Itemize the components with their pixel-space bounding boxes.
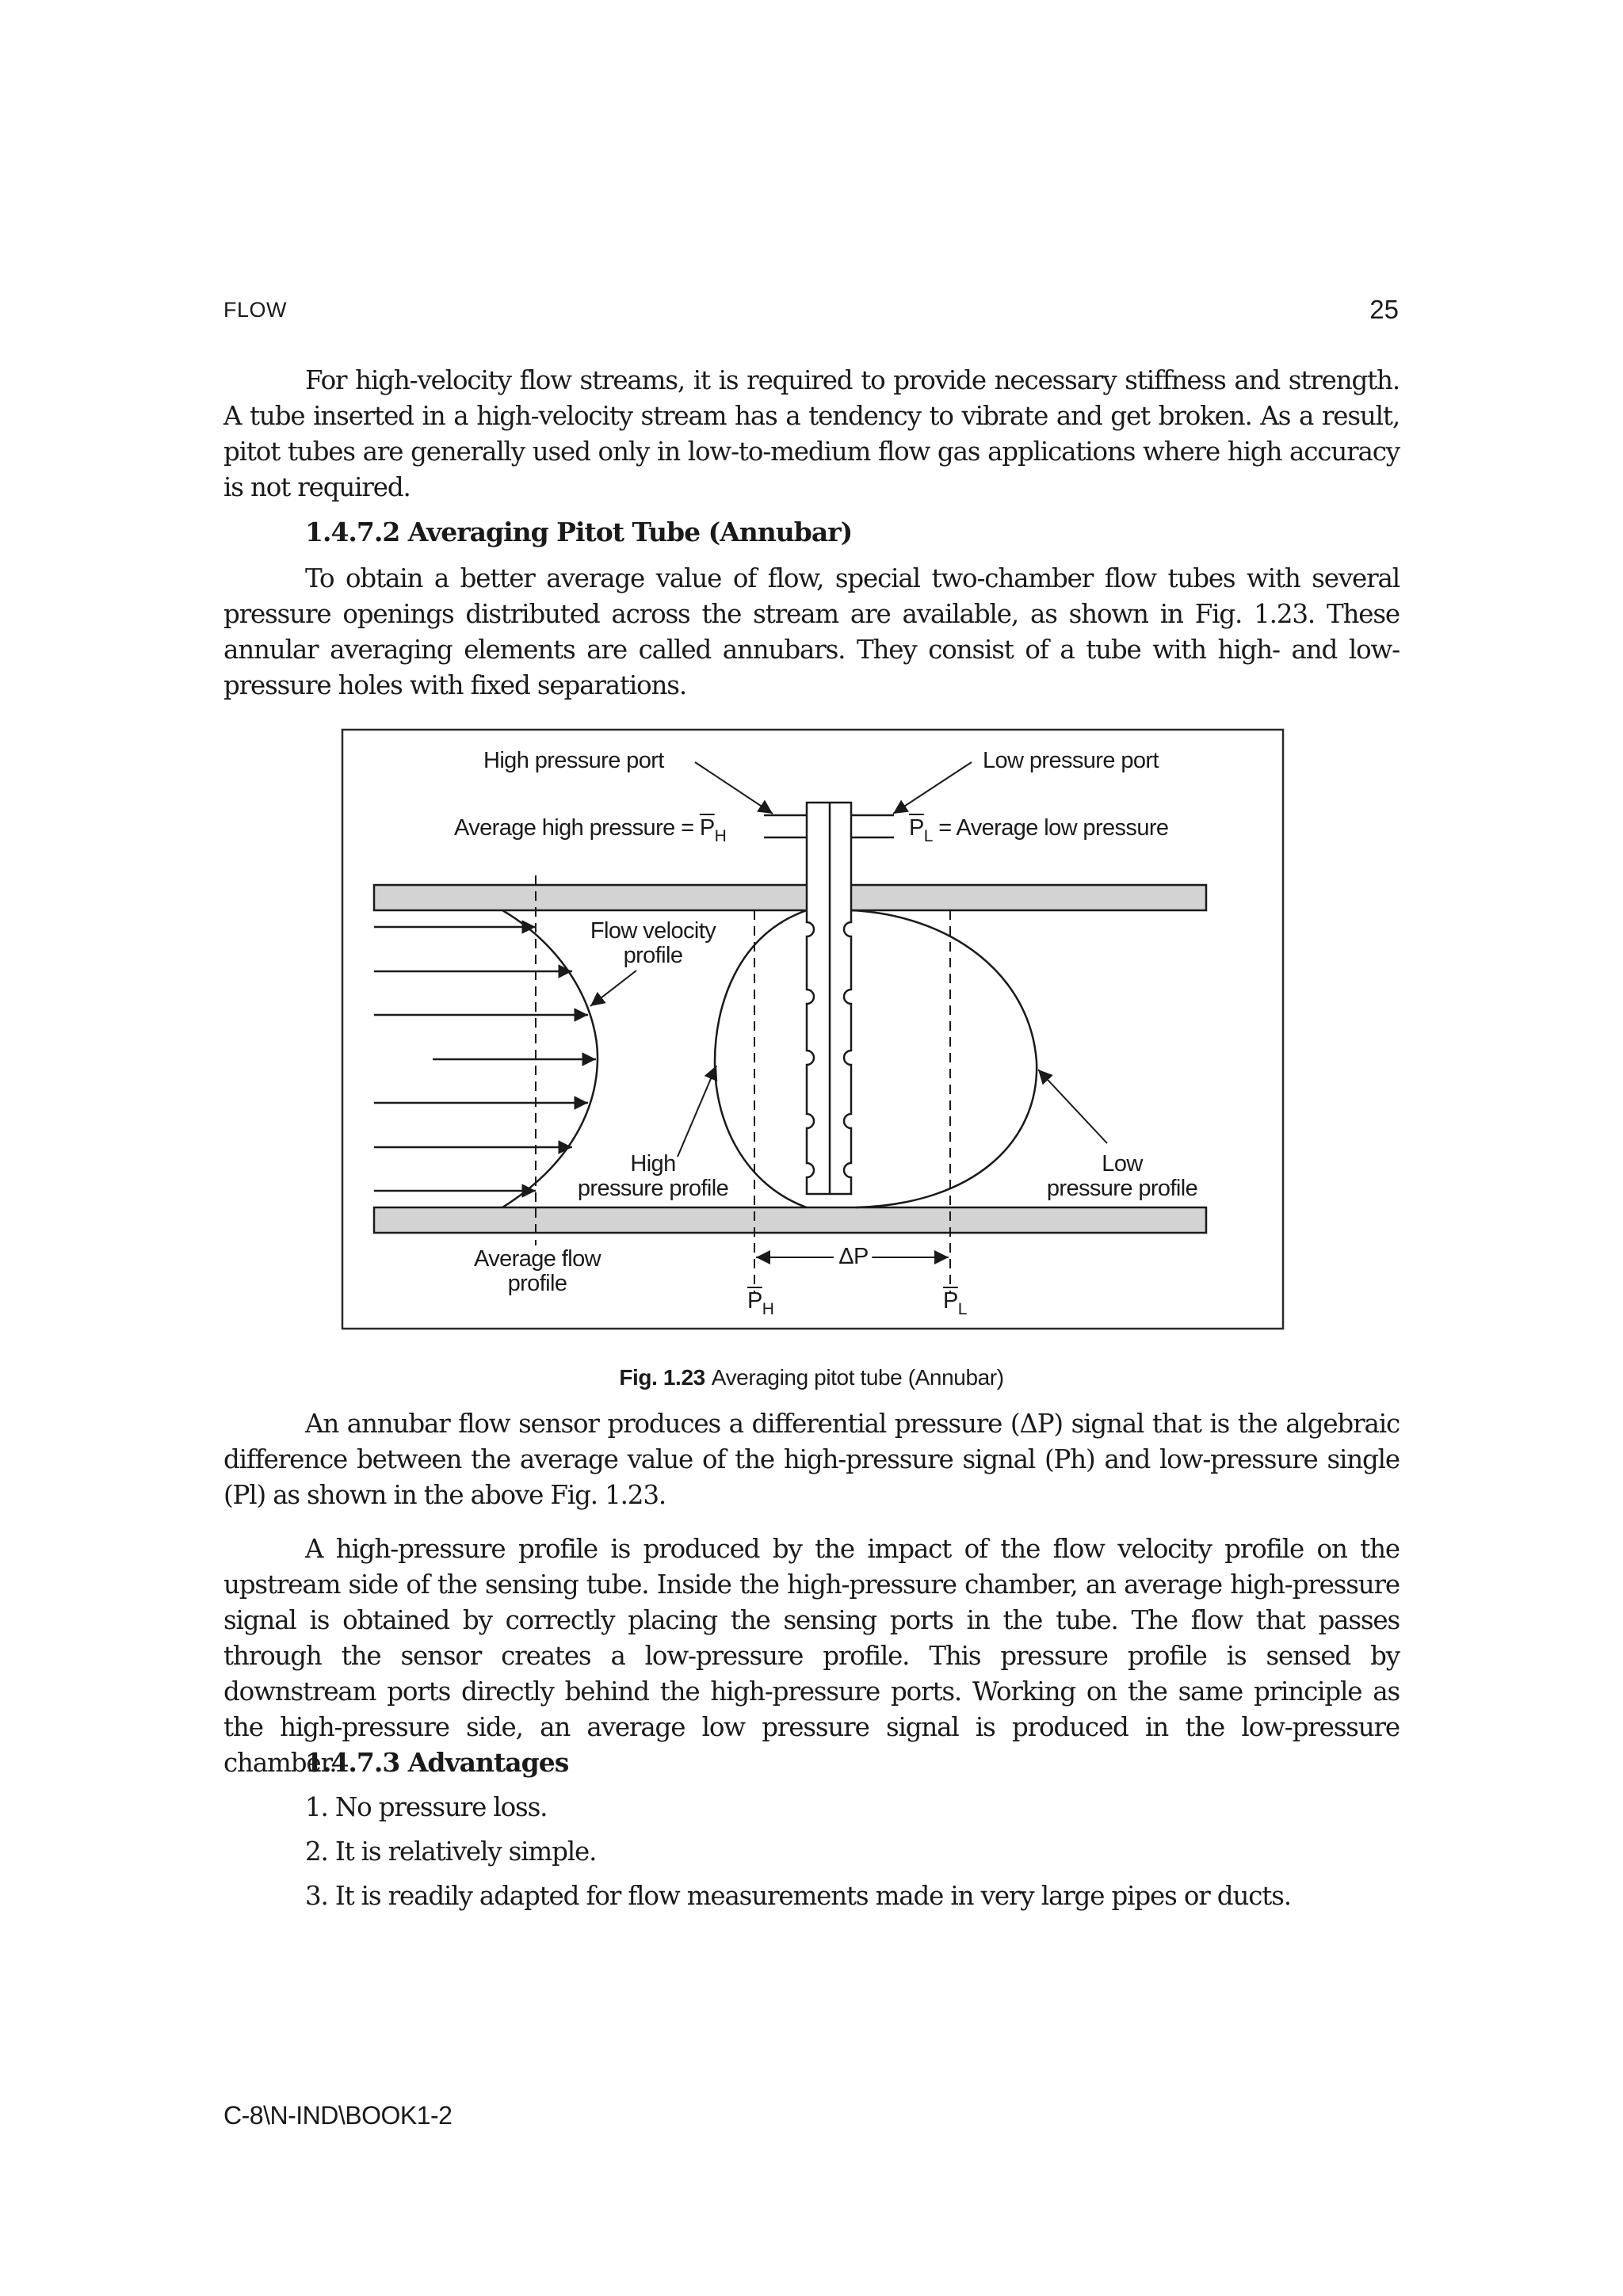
subscript-l: L <box>923 827 933 845</box>
label-line-1: High <box>630 1151 676 1177</box>
label-p-h-bar <box>747 1288 774 1318</box>
subscript-h: H <box>762 1300 774 1318</box>
paragraph-stiffness <box>223 363 1400 505</box>
flow-velocity-profile-curve <box>502 910 598 1207</box>
running-head: FLOW <box>223 298 287 322</box>
figure-frame <box>342 730 1283 1329</box>
label-line-2: pressure profile <box>1046 1176 1198 1201</box>
label-average-flow-profile <box>474 1247 601 1296</box>
label-high-pressure-profile <box>578 1152 728 1201</box>
label-high-pressure-port: High pressure port <box>483 748 664 773</box>
dashed-reference-lines <box>536 875 950 1293</box>
label-line-1: Average flow <box>474 1246 601 1272</box>
high-pressure-profile-curve <box>715 910 807 1207</box>
avg-high-text: Average high pressure = <box>454 815 700 841</box>
paragraph-pressure-profiles <box>223 1531 1400 1781</box>
avg-low-text: = Average low pressure <box>932 815 1169 841</box>
label-average-high-pressure <box>454 815 727 845</box>
label-line-1: Low <box>1102 1151 1143 1177</box>
paragraph-differential-pressure <box>223 1406 1400 1513</box>
paragraph-text: A high-pressure profile is produced by the impact of the flow velocity profile on the upstream side of the sensing tube. Inside the high-pressure chamber, an average high-pressure signal is obtained by correctly placing the sensing ports in the tube. The flow that passes through the sensor creates a low-pressure profile. This pressure profile is sensed by downstream ports directly behind the high-pressure ports. Working on the same principle as the high-pressure side, an average low pressure signal is produced in the low-pressure chamber. <box>223 1534 1400 1778</box>
subscript-h: H <box>714 827 727 845</box>
advantage-item: 3. It is readily adapted for flow measurements made in very large pipes or ducts. <box>305 1881 1291 1911</box>
p-bar-symbol: $\overline{P}$ <box>943 1288 958 1314</box>
sensing-tube <box>807 803 851 1194</box>
figure-caption <box>619 1365 1003 1390</box>
pipe-wall-top <box>374 885 1206 910</box>
section-heading-advantages: 1.4.7.3 Advantages <box>305 1747 569 1778</box>
label-low-pressure-profile <box>1047 1152 1197 1201</box>
paragraph-text: To obtain a better average value of flow, special two-chamber flow tubes with several pressure openings distributed across the stream are available, as shown in Fig. 1.23. These annular averaging elements are called annubars. They consist of a tube with high- and low-pressure holes with fixed separations. <box>223 563 1400 700</box>
leader-lines <box>590 762 1107 1157</box>
paragraph-text: An annubar flow sensor produces a differential pressure (ΔP) signal that is the algebraic difference between the average value of the high-pressure signal (Ph) and low-pressure single (Pl) as shown in the above Fig. 1.23. <box>223 1409 1400 1510</box>
subscript-l: L <box>957 1300 967 1318</box>
paragraph-annubar-intro <box>223 561 1400 704</box>
low-pressure-profile-curve <box>851 910 1037 1207</box>
label-delta-p: ΔP <box>835 1245 872 1269</box>
p-bar-symbol: $\overline{P}$ <box>747 1288 762 1314</box>
label-line-2: profile <box>623 943 683 968</box>
label-p-l-bar <box>943 1288 967 1318</box>
label-line-1: Flow velocity <box>590 918 716 944</box>
caption-number: Fig. 1.23 <box>619 1365 705 1390</box>
p-bar-symbol: $\overline{P}$ <box>909 815 924 841</box>
p-bar-symbol: $\overline{P}$ <box>699 815 715 841</box>
footer-code: C-8\N-IND\BOOK1-2 <box>223 2101 453 2130</box>
label-flow-velocity-profile <box>590 919 716 968</box>
section-heading-averaging-pitot-tube: 1.4.7.2 Averaging Pitot Tube (Annubar) <box>305 517 853 547</box>
advantage-item: 1. No pressure loss. <box>305 1792 548 1822</box>
label-average-low-pressure <box>909 815 1169 845</box>
page-number: 25 <box>1369 295 1399 324</box>
advantage-item: 2. It is relatively simple. <box>305 1836 597 1867</box>
label-line-2: pressure profile <box>577 1176 729 1201</box>
port-stubs <box>764 815 894 837</box>
label-low-pressure-port: Low pressure port <box>983 748 1159 773</box>
label-line-2: profile <box>507 1271 567 1296</box>
paragraph-text: For high-velocity flow streams, it is required to provide necessary stiffness and strength. A tube inserted in a high-velocity stream has a tendency to vibrate and get broken. As a result, pitot tubes are generally used only in low-to-medium flow gas applications where high accuracy is not required. <box>223 365 1400 502</box>
pipe-wall-bottom <box>374 1207 1206 1233</box>
flow-arrows <box>374 927 596 1191</box>
caption-text: Averaging pitot tube (Annubar) <box>711 1365 1004 1390</box>
